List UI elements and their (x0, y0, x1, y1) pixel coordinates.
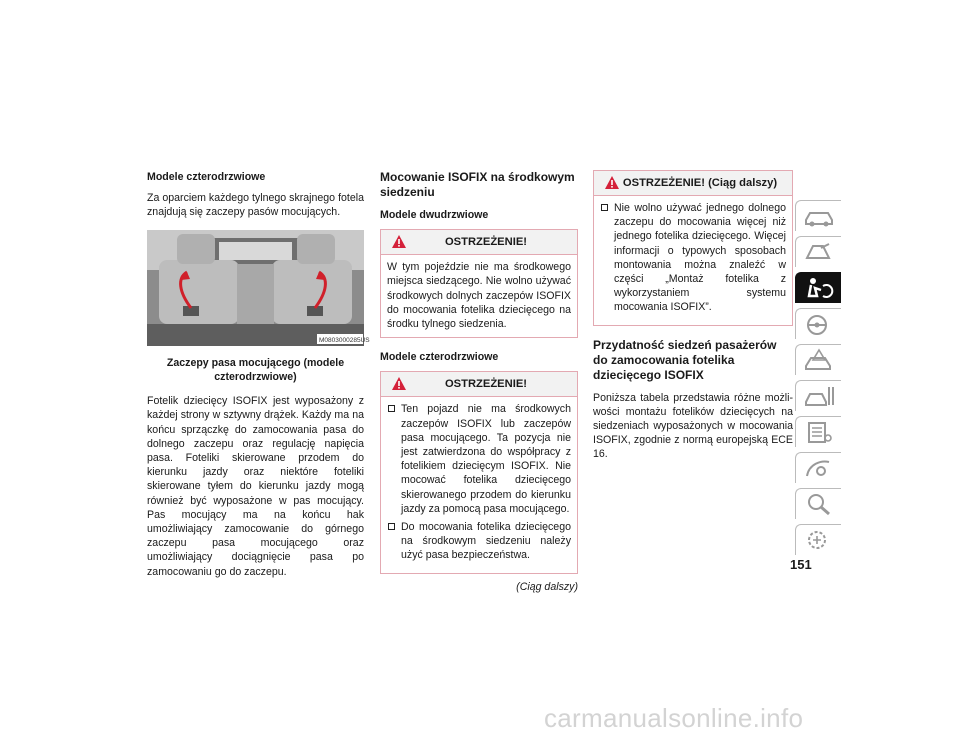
warning-triangle-icon (391, 376, 407, 391)
middle-column (380, 170, 578, 594)
bullet-text: Ten pojazd nie ma środkowych zaczepów ISOFIX lub zaczepów pasa mocującego. Ta pozycja nie jest zatwierdzona do współpracy z fotelikiem dziecięcym ISOFIX. Nie mocować fotelika dziecięcego skierowanego przodem do kierunku jazdy za pomocą pasa mocującego. (401, 403, 571, 515)
bullet-item (387, 520, 571, 563)
warning-box (380, 229, 578, 338)
bullet-text: Nie wolno używać jednego dolnego zaczepu do mocowania więcej niż jednego fotelika dziecięcego. Więcej informacji o typowych sposobach montowania można znaleźć w części „Montaż fotelika z wykorzystaniem systemu mocowania ISOFIX”. (614, 202, 786, 314)
starting-driving-icon[interactable] (795, 308, 841, 339)
image-caption: Zaczepy pasa mocującego (modele czterodrzwiowe) (166, 356, 345, 384)
chapter-sidebar (795, 200, 841, 560)
bullet-item (600, 201, 786, 315)
bullet-text: Do mocowania fotelika dziecięcego na środkowym siedzeniu należy użyć pasa bezpieczeństwa. (401, 521, 571, 562)
image-code: M0803000285US (319, 336, 370, 344)
safety-seat-icon[interactable] (795, 272, 841, 303)
continued-note: (Ciąg dalszy) (516, 580, 578, 593)
watermark: carmanualsonline.info (544, 703, 804, 733)
bullet-box-icon (601, 204, 608, 211)
section-heading: Modele czterodrzwiowe (147, 171, 266, 183)
warning-body (381, 397, 577, 572)
warning-title: OSTRZEŻENIE! (444, 378, 528, 391)
isofix-description: Fotelik dziecięcy ISOFIX jest wyposażony z każdej strony w sztywny drążek. Każdy ma na końcu sprzączkę do zamocowania pasa do dolnego zaczepu oraz regulację napięcia pasa. Foteliki skierowane przodem do kierunku jazdy oraz niektóre foteliki skierowane tyłem do kierunku jazdy mogą również być wyposażone w pas mocujący. Pas mocujący ma na końcu hak umożliwiający zamocowanie do górnego zaczepu pasa mocującego oraz umożliwiający dociągnięcie pasa po zamocowaniu go do zaczepu. (147, 395, 364, 578)
service-icon[interactable] (795, 380, 841, 411)
warning-title: OSTRZEŻENIE! (444, 236, 528, 249)
section-paragraph: Poniższa tabela przedstawia różne możliwości montażu fotelików dziecięcych na siedzeniach wyposażonych w mocowania ISOFIX, zgodnie z normą europejską ECE 16. (593, 391, 793, 461)
warning-box (380, 371, 578, 573)
warning-title: OSTRZEŻENIE! (Ciąg dalszy) (622, 177, 778, 189)
section-title: Przydatność siedzeń pasażerów do zamocowania fotelika dziecięcego ISOFIX (593, 337, 777, 382)
bullet-box-icon (388, 405, 395, 412)
page-number: 151 (790, 557, 812, 572)
bullet-item (387, 402, 571, 516)
car-info-icon[interactable] (795, 200, 841, 231)
warning-text: W tym pojeździe nie ma środkowego miejsca siedzącego. Nie wolno używać środkowych dolnych zaczepów ISOFIX do mocowania fotelika dziecięcego na środku tylnego siedzenia. (387, 261, 571, 331)
subheading-four-door: Modele czterodrzwiowe (380, 351, 499, 364)
emergency-icon[interactable] (795, 344, 841, 375)
warning-header (594, 171, 792, 196)
index-icon[interactable] (795, 488, 841, 519)
language-icon[interactable] (795, 524, 841, 555)
warning-header (381, 230, 577, 255)
subheading-two-door: Modele dwudrzwiowe (380, 209, 489, 221)
multimedia-icon[interactable] (795, 452, 841, 483)
specifications-icon[interactable] (795, 416, 841, 447)
warning-triangle-icon (391, 234, 407, 249)
warning-body (594, 196, 792, 325)
intro-paragraph: Za oparciem każdego tylnego skrajnego fotela znajdują się zaczepy pasów mocujących. (147, 192, 364, 219)
warning-triangle-icon (604, 175, 620, 190)
bullet-box-icon (388, 523, 395, 530)
instrument-panel-icon[interactable] (795, 236, 841, 267)
section-title: Mocowanie ISOFIX na środkowym siedzeniu (380, 170, 575, 199)
warning-box (593, 170, 793, 326)
warning-header (381, 372, 577, 397)
left-column (147, 170, 370, 587)
right-column (593, 170, 793, 470)
tether-anchor-photo (147, 230, 370, 346)
